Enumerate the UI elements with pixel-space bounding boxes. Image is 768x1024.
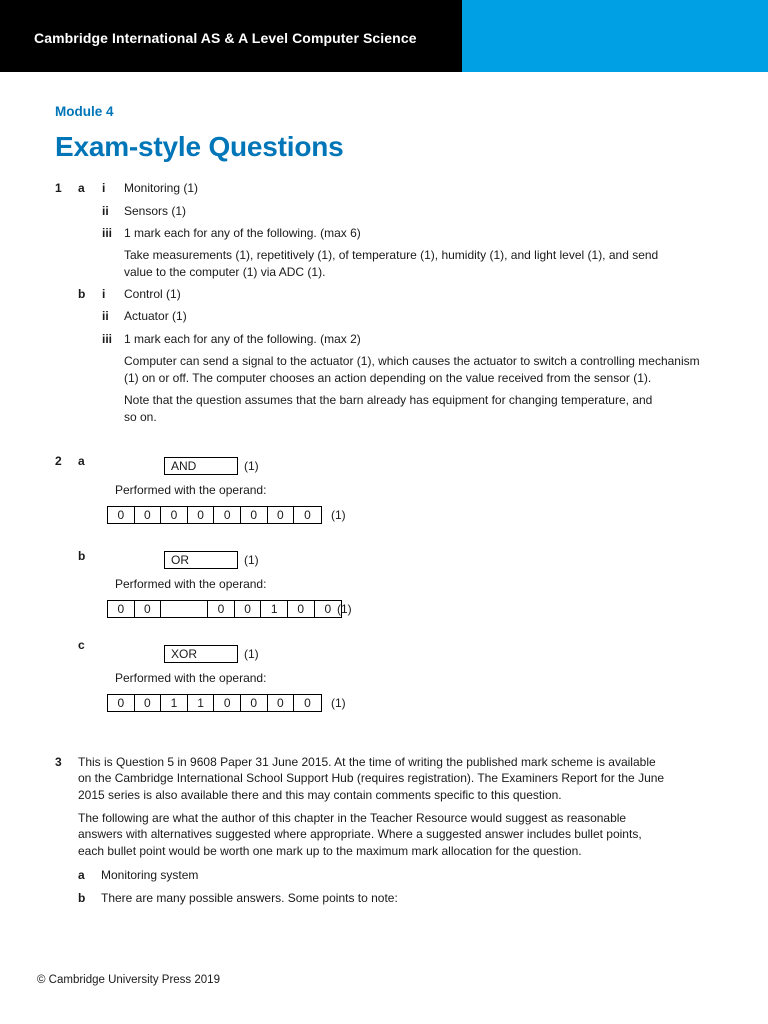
- q1biii-note-line: so on.: [124, 410, 157, 424]
- q1aiii-numeral: iii: [102, 226, 113, 240]
- q2a-caption: Performed with the operand:: [115, 483, 267, 497]
- q2-number: 2: [55, 454, 62, 468]
- bit-cell: 0: [135, 695, 162, 711]
- q3-number: 3: [55, 755, 62, 769]
- bit-cell: 0: [304, 508, 311, 522]
- q1ai-numeral: i: [102, 181, 106, 195]
- q1aii-numeral: ii: [102, 204, 109, 218]
- q1biii-answer: 1 mark each for any of the following. (max 2): [124, 332, 361, 346]
- bit-cell: 0: [161, 507, 188, 523]
- q1biii-numeral: iii: [102, 332, 113, 346]
- q1bi-answer: Control (1): [124, 287, 181, 301]
- q3-paragraph-line: on the Cambridge International School Support Hub (requires registration). The Examiners Report for the June: [78, 771, 665, 785]
- q1aiii-detail-line: Take measurements (1), repetitively (1), of temperature (1), humidity (1), and light level (1), and send: [124, 248, 659, 262]
- q2b-label: b: [78, 549, 86, 563]
- q1aiii-detail-line: value to the computer (1) via ADC (1).: [124, 265, 326, 279]
- q1biii-detail-line: (1) on or off. The computer chooses an action depending on the value received from the sensor (1).: [124, 371, 652, 385]
- q3-paragraph-line: 2015 series is also available there and this may contain comments specific to this question.: [78, 788, 562, 802]
- q2a-operand-register: [107, 506, 322, 524]
- q1biii-detail-line: Computer can send a signal to the actuator (1), which causes the actuator to switch a controlling mechanism: [124, 354, 700, 368]
- bit-cell: 1: [188, 695, 215, 711]
- q2c-operation-box: XOR: [164, 645, 238, 663]
- bit-cell: 0: [208, 601, 235, 617]
- q2a-operation-mark: (1): [244, 459, 259, 473]
- bit-cell: [161, 601, 208, 617]
- header-blue-band: [462, 0, 768, 72]
- bit-cell: 0: [214, 507, 241, 523]
- bit-cell: 0: [135, 601, 162, 617]
- q1biii-note-line: Note that the question assumes that the barn already has equipment for changing temperature, and: [124, 393, 653, 407]
- q1a-label: a: [78, 181, 85, 195]
- bit-cell: 0: [135, 507, 162, 523]
- q3-paragraph-line: The following are what the author of this chapter in the Teacher Resource would suggest as reasonable: [78, 811, 627, 825]
- q1b-label: b: [78, 287, 86, 301]
- q1bi-numeral: i: [102, 287, 106, 301]
- bit-cell: 0: [268, 695, 295, 711]
- module-label: Module 4: [55, 104, 114, 119]
- q3-paragraph-line: answers with alternatives suggested where appropriate. Where a suggested answer includes bullet points,: [78, 827, 642, 841]
- q1ai-answer: Monitoring (1): [124, 181, 199, 195]
- page-header: [0, 0, 768, 72]
- q2b-caption: Performed with the operand:: [115, 577, 267, 591]
- bit-cell: 0: [304, 696, 311, 710]
- bit-cell: 0: [324, 602, 332, 616]
- q3-paragraph-line: This is Question 5 in 9608 Paper 31 June 2015. At the time of writing the published mark scheme is available: [78, 755, 656, 769]
- q2b-operation-mark: (1): [244, 553, 259, 567]
- q1bii-numeral: ii: [102, 309, 109, 323]
- bit-cell: 0: [108, 695, 135, 711]
- q3b-label: b: [78, 891, 86, 905]
- q2a-operand-mark: (1): [331, 508, 346, 522]
- q1aii-answer: Sensors (1): [124, 204, 187, 218]
- bit-cell: 0: [241, 695, 268, 711]
- q3-paragraph-line: each bullet point would be worth one mark up to the maximum mark allocation for the question.: [78, 844, 582, 858]
- q3b-answer: There are many possible answers. Some points to note:: [101, 891, 398, 905]
- copyright-footer: © Cambridge University Press 2019: [37, 974, 220, 986]
- q1bii-answer: Actuator (1): [124, 309, 187, 323]
- bit-cell: 1: [261, 601, 288, 617]
- q3a-answer: Monitoring system: [101, 868, 199, 882]
- bit-cell: 0: [214, 695, 241, 711]
- bit-cell: 0: [288, 601, 315, 617]
- bit-cell: 0: [235, 601, 262, 617]
- bit-cell: 0: [188, 507, 215, 523]
- q2c-label: c: [78, 638, 85, 652]
- header-title: Cambridge International AS & A Level Computer Science: [34, 30, 417, 46]
- q1aiii-answer: 1 mark each for any of the following. (max 6): [124, 226, 361, 240]
- q2c-operation-mark: (1): [244, 647, 259, 661]
- q2b-operand-register: [107, 600, 342, 618]
- bit-cell: 0: [241, 507, 268, 523]
- q2b-operation-box: OR: [164, 551, 238, 569]
- q2c-operand-mark: (1): [331, 696, 346, 710]
- bit-cell: 0: [108, 507, 135, 523]
- bit-cell: 0: [108, 601, 135, 617]
- bit-cell: 1: [161, 695, 188, 711]
- q2a-label: a: [78, 454, 85, 468]
- q3a-label: a: [78, 868, 85, 882]
- q1-number: 1: [55, 181, 62, 195]
- q2c-operand-register: [107, 694, 322, 712]
- q2b-operand-mark: (1): [337, 602, 352, 616]
- page-title: Exam-style Questions: [55, 131, 344, 162]
- bit-cell: 0: [268, 507, 295, 523]
- q2c-caption: Performed with the operand:: [115, 671, 267, 685]
- q2a-operation-box: AND: [164, 457, 238, 475]
